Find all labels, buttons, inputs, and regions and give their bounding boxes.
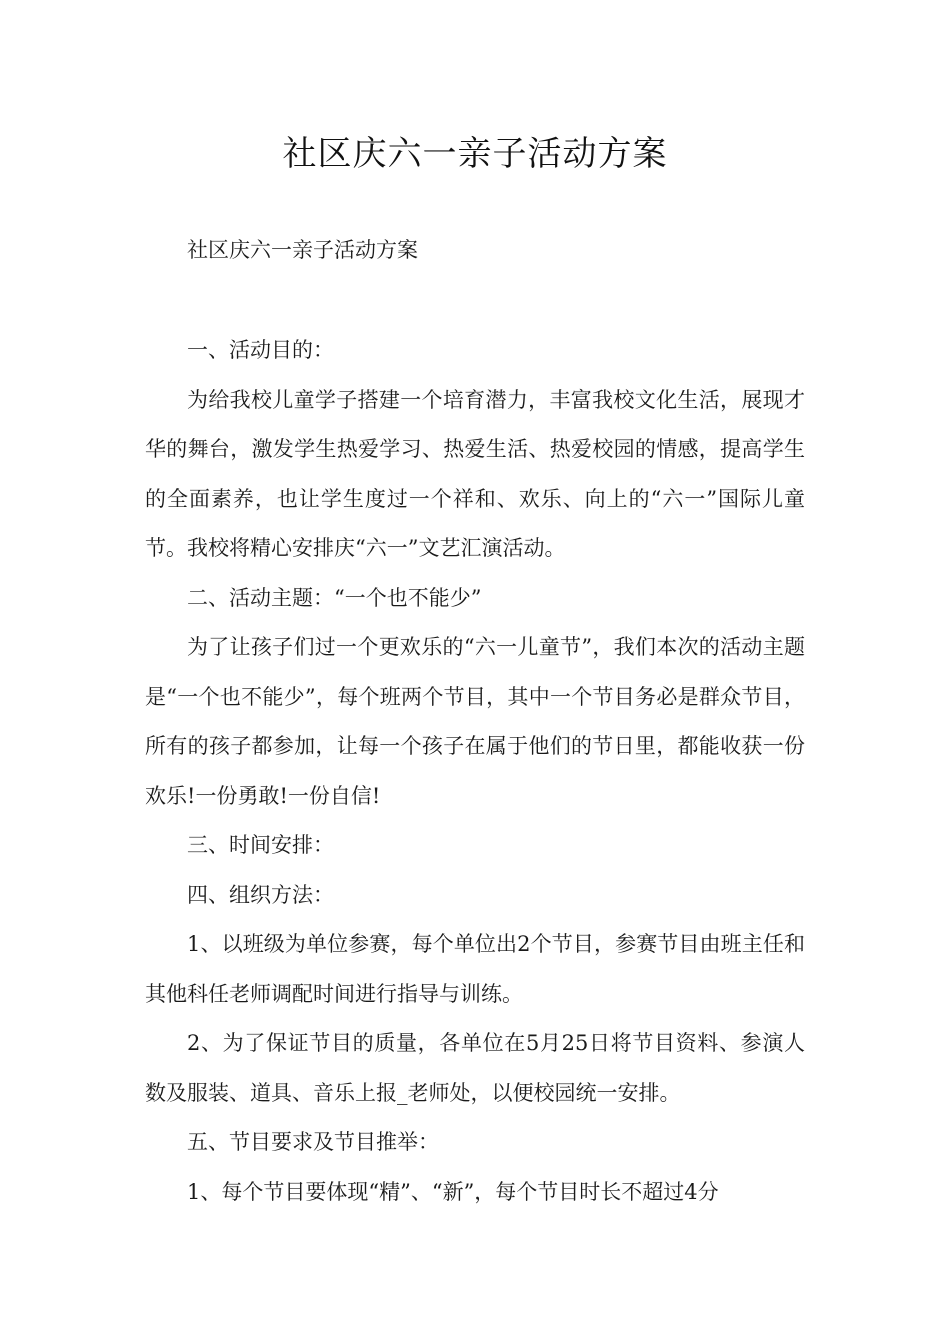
section-heading-purpose: 一、活动目的： xyxy=(187,338,334,362)
section-heading-organization: 四、组织方法： xyxy=(187,882,334,907)
paragraph-purpose: 为给我校儿童学子搭建一个培育潜力，丰富我校文化生活，展现才华的舞台，激发学生热爱学习、热爱生活、热爱校园的情感，提高学生的全面素养，也让学生度过一个祥和、欢乐、向上的“六一”国际儿童节。我校将精心安排庆“六一”文艺汇演活动。 xyxy=(145,387,805,560)
document-subtitle xyxy=(145,226,805,276)
subtitle-paragraph: 社区庆六一亲子活动方案 xyxy=(187,238,418,262)
paragraph-organization-2: 2、为了保证节目的质量，各单位在5月25日将节目资料、参演人数及服装、道具、音乐上报_老师处，以便校园统一安排。 xyxy=(145,1031,805,1105)
paragraph-theme: 为了让孩子们过一个更欢乐的“六一儿童节”，我们本次的活动主题是“一个也不能少”，每个班两个节目，其中一个节目务必是群众节目，所有的孩子都参加，让每一个孩子在属于他们的节日里，都能收获一份欢乐!一份勇敢!一份自信! xyxy=(145,635,805,808)
section-heading-theme: 二、活动主题：“一个也不能少” xyxy=(187,585,482,610)
section-heading-schedule: 三、时间安排： xyxy=(187,833,334,857)
document-title: 社区庆六一亲子活动方案 xyxy=(282,134,668,174)
paragraph-requirements-1: 1、每个节目要体现“精”、“新”，每个节目时长不超过4分 xyxy=(187,1179,719,1204)
section-heading-requirements: 五、节目要求及节目推举： xyxy=(187,1130,439,1154)
paragraph-organization-1: 1、以班级为单位参赛，每个单位出2个节目，参赛节目由班主任和其他科任老师调配时间进行指导与训练。 xyxy=(145,932,805,1006)
document-body xyxy=(145,326,805,1217)
